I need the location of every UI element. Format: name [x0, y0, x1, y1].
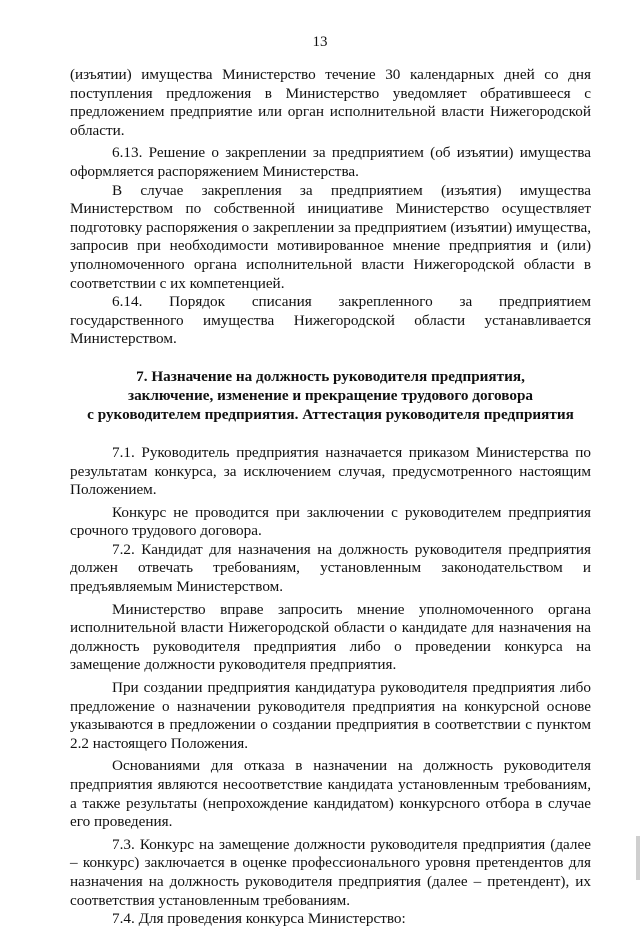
paragraph-7-2: 7.2. Кандидат для назначения на должность руководителя предприятия должен отвечать требованиям, установленным законодательством и предъявляемым Министерством. — [70, 540, 591, 596]
paragraph-7-1: 7.1. Руководитель предприятия назначается приказом Министерства по результатам конкурса, за исключением случая, предусмотренного настоящим Положением. — [70, 443, 591, 499]
paragraph-refusal-grounds: Основаниями для отказа в назначении на должность руководителя предприятия являются несоответствие кандидата установленным требованиям, а также результаты (непрохождение кандидатом) конкурсного отбора в случае его проведения. — [70, 757, 591, 831]
heading-line-3: с руководителем предприятия. Аттестация руководителя предприятия — [87, 405, 574, 423]
scan-edge-mark — [636, 836, 640, 880]
page-number: 13 — [312, 34, 328, 50]
paragraph-7-3: 7.3. Конкурс на замещение должности руководителя предприятия (далее – конкурс) заключается в оценке профессионального уровня претендентов для назначения на должность руководителя предприятия (далее – претендент), их соответствия установленным требованиям. — [70, 835, 591, 909]
heading-line-1: 7. Назначение на должность руководителя предприятия, — [136, 367, 525, 385]
paragraph-continuation: (изъятии) имущества Министерство течение 30 календарных дней со дня поступления предложения в Министерство уведомляет обратившееся с предложением предприятие или орган исполнительной власти Нижегородской области. — [70, 66, 591, 139]
document-body — [70, 66, 591, 929]
paragraph-ministry-opinion: Министерство вправе запросить мнение уполномоченного органа исполнительной власти Нижегородской области о кандидате для назначения на должность руководителя предприятия либо о проведении конкурса на замещение должности руководителя предприятия. — [70, 600, 591, 674]
paragraph-creation: При создании предприятия кандидатура руководителя предприятия либо предложение о назначении руководителя предприятия на конкурсной основе указываются в предложении о создании предприятия в соответствии с пунктом 2.2 настоящего Положения. — [70, 679, 591, 752]
paragraph-7-4: 7.4. Для проведения конкурса Министерство: — [112, 910, 406, 928]
section-7-heading — [70, 367, 591, 424]
paragraph-no-competition: Конкурс не проводится при заключении с руководителем предприятия срочного трудового договора. — [70, 503, 591, 540]
paragraph-6-14: 6.14. Порядок списания закрепленного за предприятием государственного имущества Нижегородской области устанавливается Министерством. — [70, 293, 591, 348]
paragraph-own-initiative: В случае закрепления за предприятием (изъятия) имущества Министерством по собственной инициативе Министерство осуществляет подготовку распоряжения о закреплении за предприятием (изъятии) имущества, запросив при необходимости мотивированное мнение предприятия и (или) уполномоченного органа исполнительной власти Нижегородской области в соответствии с их компетенцией. — [70, 181, 591, 292]
heading-line-2: заключение, изменение и прекращение трудового договора — [127, 386, 534, 404]
paragraph-6-13: 6.13. Решение о закреплении за предприятием (об изъятии) имущества оформляется распоряжением Министерства. — [70, 144, 591, 180]
